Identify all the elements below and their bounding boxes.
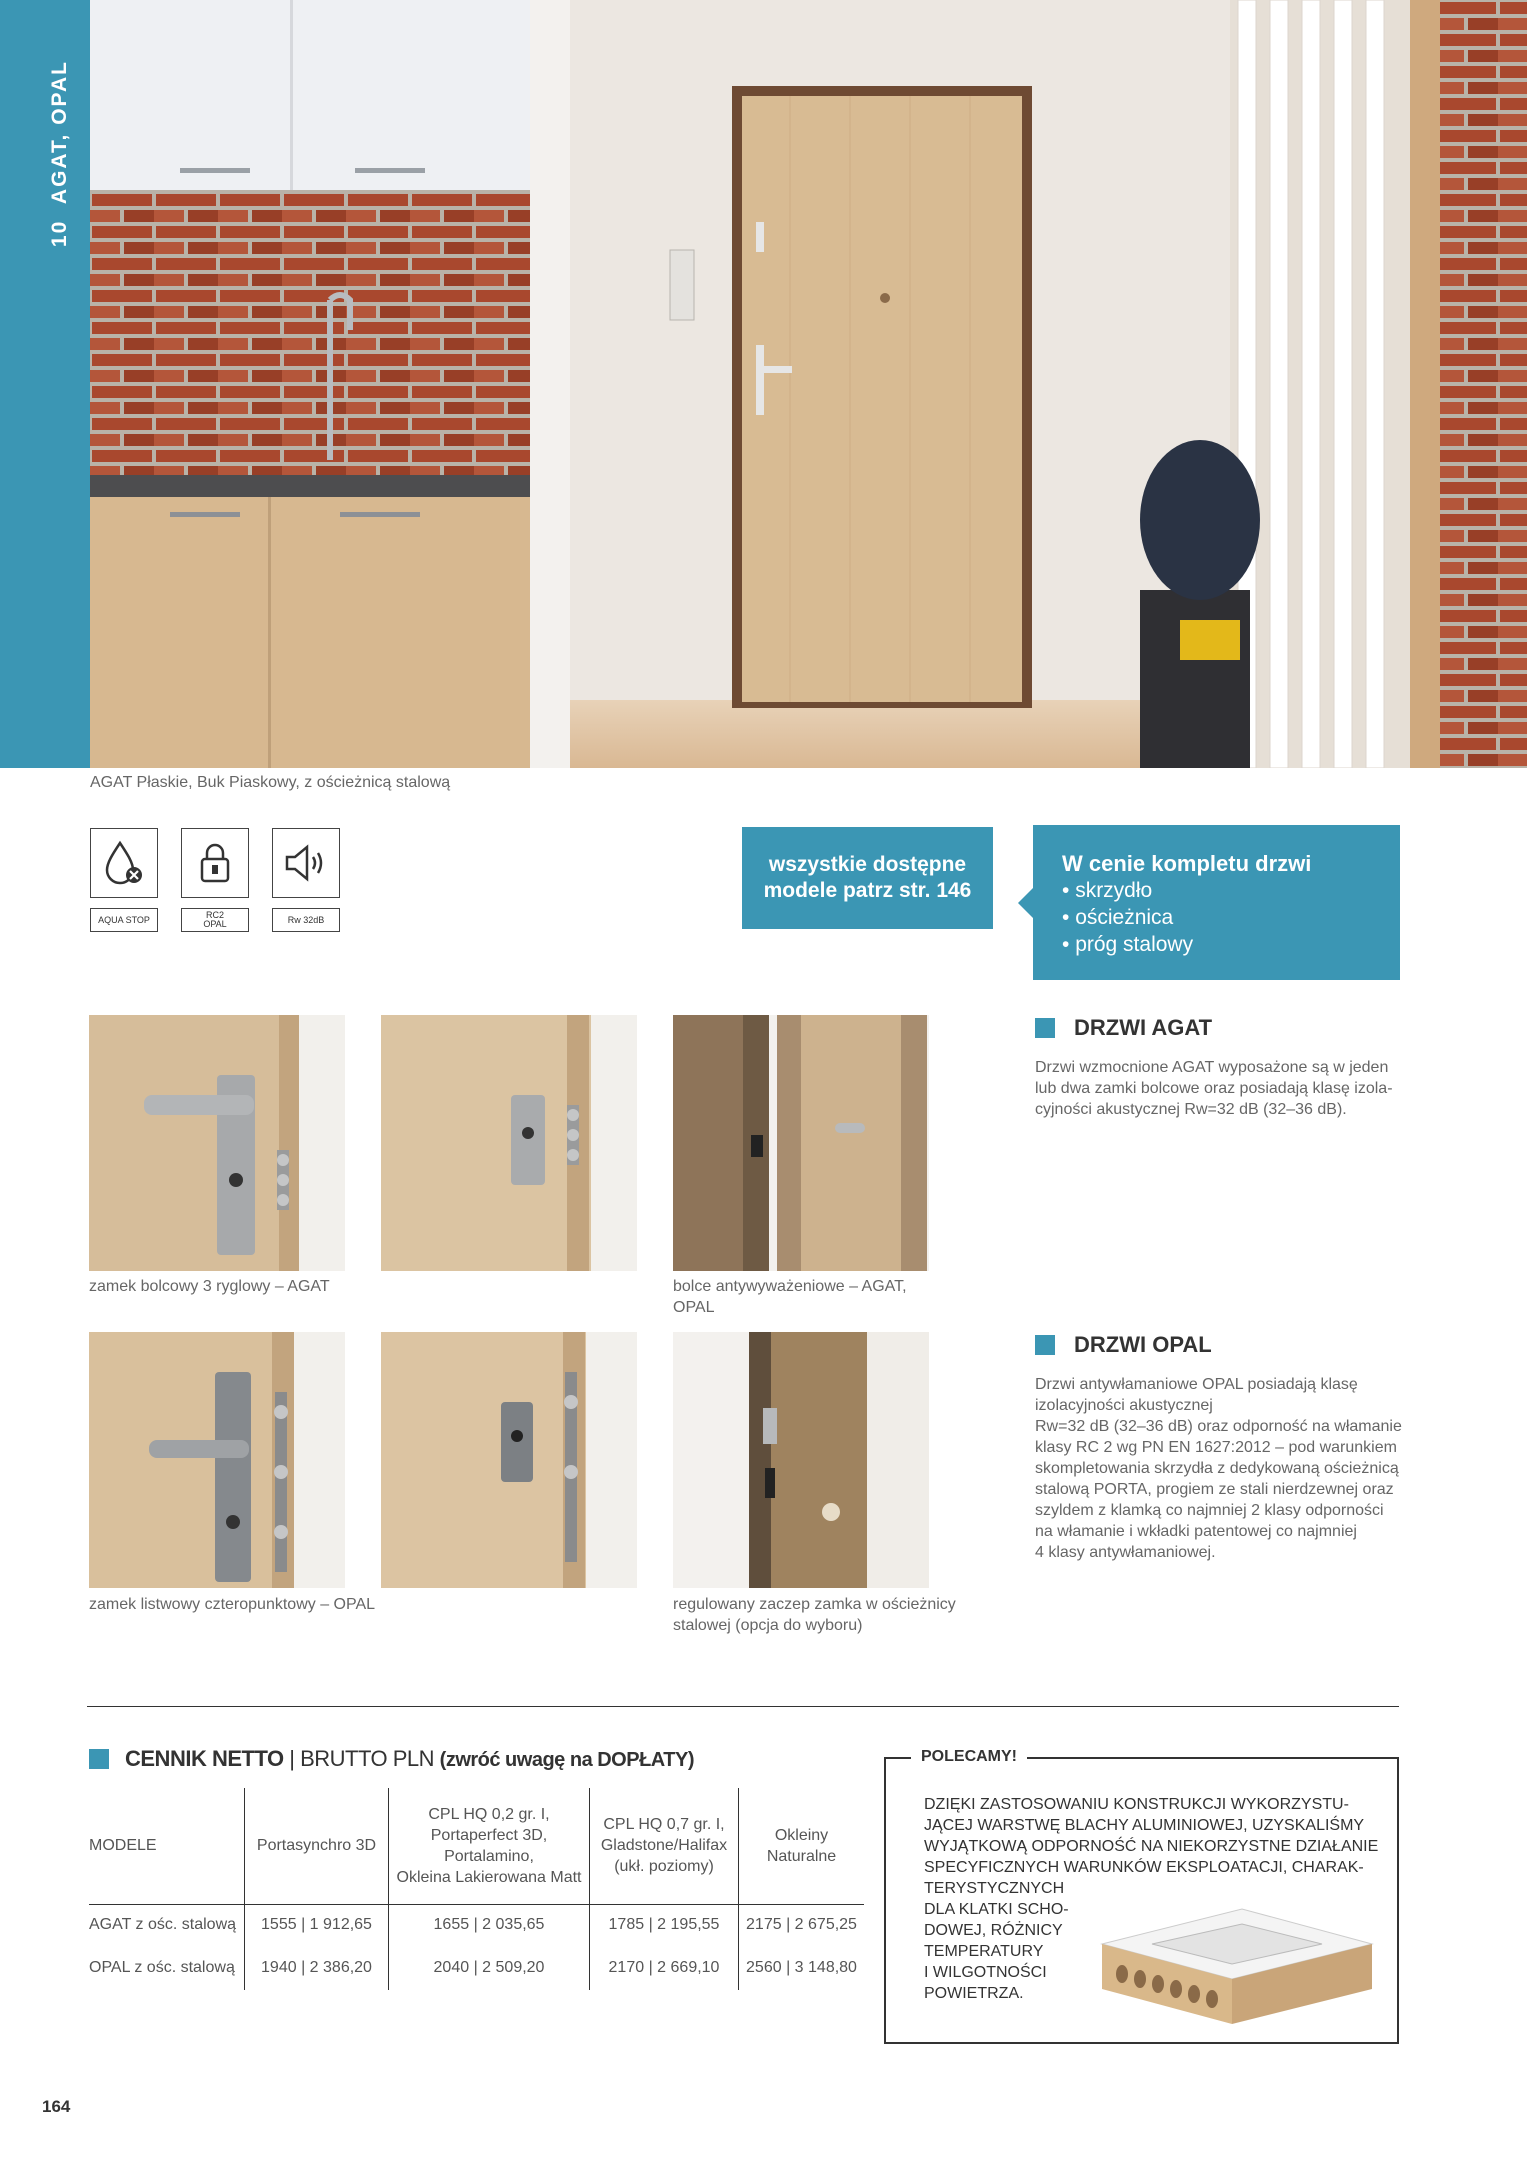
photo-multipoint-lock-escutcheon	[381, 1332, 637, 1588]
opal-title: DRZWI OPAL	[1074, 1332, 1212, 1357]
price-cell: 2560 | 3 148,80	[739, 1946, 865, 1990]
price-cell: 2175 | 2 675,25	[739, 1904, 865, 1946]
set-contents-box	[1033, 825, 1400, 980]
hero-photo	[90, 0, 1527, 768]
feature-label: Rw 32dB	[272, 908, 340, 932]
photo-caption: zamek listwowy czteropunktowy – OPAL	[89, 1596, 376, 1613]
set-box-item: • ościeżnica	[1062, 906, 1174, 929]
table-row	[89, 1904, 864, 1946]
price-title: CENNIK NETTO | BRUTTO PLN (zwróć uwagę na DOPŁATY)	[89, 1746, 694, 1772]
section-divider	[87, 1706, 1399, 1707]
recommend-text: DZIĘKI ZASTOSOWANIU KONSTRUKCJI WYKORZYSTU- JĄCEJ WARSTWĘ BLACHY ALUMINIOWEJ, UZYSKALIŚMY WYJĄTKOWĄ ODPORNOŚĆ NA NIEKORZYSTNE DZIAŁANIE SPECYFICZNYCH WARUNKÓW EKSPLOATACJI, CHARAK- TERYSTYCZNYCH DLA KLATKI SCHO- DOWEJ, RÓŻNICY TEMPERATURY I WILGOTNOŚCI POWIETRZA.	[924, 1796, 1379, 2002]
header-models: MODELE	[89, 1836, 157, 1854]
photo-caption: regulowany zaczep zamka w ościeżnicy stalowej (opcja do wyboru)	[673, 1596, 956, 1634]
feature-aqua-stop	[90, 828, 158, 932]
feature-rc2	[181, 828, 249, 932]
feature-label: RC2 OPAL	[181, 908, 249, 932]
lock-icon	[181, 828, 249, 898]
opal-section	[1035, 1332, 1415, 1563]
opal-description: Drzwi antywłamaniowe OPAL posiadają klasę izolacyjności akustycznej Rw=32 dB (32–36 dB) oraz odporność na włamanie klasy RC 2 wg PN EN 1627:2012 – pod warunkiem skompletowania skrzydła z dedykowaną ościeżnicą stalową PORTA, progiem ze stali nierdzewnej oraz szyldem z klamką co najmniej 2 klasy odporności na włamanie i wkładki patentowej co najmniej 4 klasy antywłamaniowej.	[1035, 1376, 1402, 1561]
page-number: 164	[42, 2097, 71, 2116]
row-model: AGAT z ośc. stalową	[89, 1916, 237, 1934]
agat-description: Drzwi wzmocnione AGAT wyposażone są w jeden lub dwa zamki bolcowe oraz posiadają klasę izola- cyjności akustycznej Rw=32 dB (32–36 dB).	[1035, 1059, 1393, 1118]
feature-label: AQUA STOP	[90, 908, 158, 932]
set-box-item: • próg stalowy	[1062, 933, 1194, 956]
photo-bolt-lock-handle	[89, 1015, 345, 1271]
table-row	[89, 1946, 864, 1990]
header-col: CPL HQ 0,2 gr. I, Portaperfect 3D, Portalamino, Okleina Lakierowana Matt	[389, 1788, 590, 1904]
set-box-title: W cenie kompletu drzwi	[1062, 851, 1312, 876]
agat-section	[1035, 1015, 1415, 1120]
header-col: CPL HQ 0,7 gr. I, Gladstone/Halifax (ukł. poziomy)	[590, 1788, 739, 1904]
price-cell: 2170 | 2 669,10	[590, 1946, 739, 1990]
header-col: Okleiny Naturalne	[739, 1788, 865, 1904]
price-cell: 1655 | 2 035,65	[389, 1904, 590, 1946]
recommend-title: POLECAMY!	[911, 1748, 1027, 1766]
section-marker	[1035, 1018, 1055, 1038]
photo-bolt-lock-escutcheon	[381, 1015, 637, 1271]
table-header	[89, 1788, 864, 1904]
price-cell: 1555 | 1 912,65	[245, 1904, 389, 1946]
price-cell: 1940 | 2 386,20	[245, 1946, 389, 1990]
callout-arrow	[1018, 888, 1033, 918]
photo-caption: bolce antywyważeniowe – AGAT, OPAL	[673, 1278, 907, 1316]
speaker-icon	[272, 828, 340, 898]
price-cell: 2040 | 2 509,20	[389, 1946, 590, 1990]
photo-anti-removal-bolts	[673, 1015, 929, 1271]
row-model: OPAL z ośc. stalową	[89, 1959, 235, 1976]
photo-adjustable-strike-plate	[673, 1332, 929, 1588]
section-tab	[0, 0, 90, 768]
photo-caption: zamek bolcowy 3 ryglowy – AGAT	[89, 1278, 330, 1295]
price-cell: 1785 | 2 195,55	[590, 1904, 739, 1946]
section-tab-label: 10 AGAT, OPAL	[48, 60, 71, 248]
all-models-link[interactable]: wszystkie dostępne modele patrz str. 146	[742, 827, 993, 929]
feature-acoustic	[272, 828, 340, 932]
section-marker	[89, 1749, 109, 1769]
header-col: Portasynchro 3D	[245, 1788, 389, 1904]
water-drop-icon	[90, 828, 158, 898]
door-cross-section-image	[1082, 1904, 1382, 2034]
agat-title: DRZWI AGAT	[1074, 1015, 1213, 1040]
hero-caption: AGAT Płaskie, Buk Piaskowy, z ościeżnicą stalową	[90, 774, 451, 791]
section-marker	[1035, 1335, 1055, 1355]
hero-illustration	[90, 0, 1527, 768]
photo-multipoint-lock-handle	[89, 1332, 345, 1588]
price-table	[89, 1788, 864, 1990]
set-box-item: • skrzydło	[1062, 879, 1153, 902]
recommend-box	[884, 1748, 1399, 2044]
